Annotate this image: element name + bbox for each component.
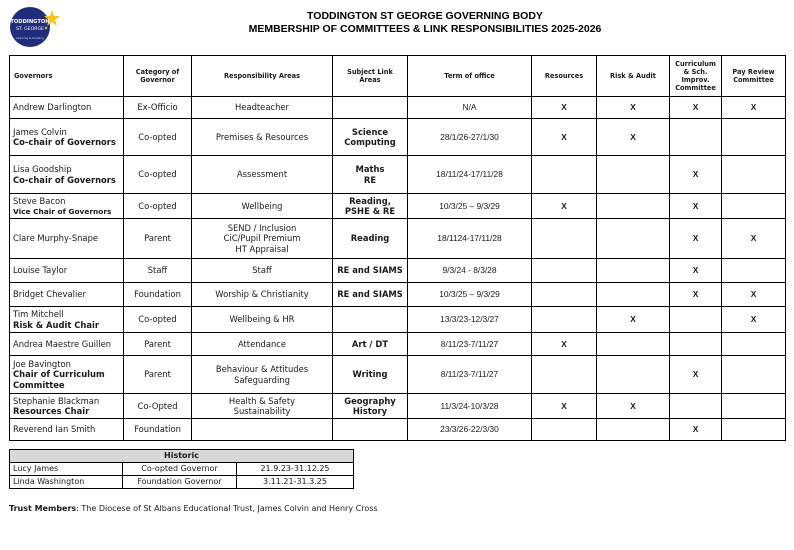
- responsibility-cell: [192, 419, 333, 441]
- pay-cell: [722, 194, 786, 219]
- responsibility-cell: Assessment: [192, 156, 333, 194]
- resources-cell: X: [532, 119, 597, 156]
- category-cell: Parent: [124, 333, 192, 356]
- subject-link-cell: RE and SIAMS: [333, 283, 408, 307]
- governor-name: Lisa Goodship: [13, 164, 72, 175]
- governor-cell: [10, 307, 124, 333]
- historic-row: [10, 476, 354, 489]
- governor-role: Co-chair of Governors: [13, 174, 116, 185]
- governor-role: Chair of Curriculum Committee: [13, 369, 105, 390]
- curriculum-cell: X: [670, 356, 722, 394]
- governor-name: Tim Mitchell: [13, 309, 64, 320]
- governor-role: Vice Chair of Governors: [13, 206, 112, 216]
- category-cell: Foundation: [124, 419, 192, 441]
- category-cell: Co-opted: [124, 119, 192, 156]
- responsibility-cell: Worship & Christianity: [192, 283, 333, 307]
- historic-row: [10, 463, 354, 476]
- risk-cell: X: [597, 119, 670, 156]
- risk-cell: [597, 333, 670, 356]
- risk-cell: [597, 356, 670, 394]
- curriculum-cell: X: [670, 156, 722, 194]
- subject-link-cell: Art / DT: [333, 333, 408, 356]
- subject-link-cell: [333, 419, 408, 441]
- resources-cell: [532, 419, 597, 441]
- governor-name: Louise Taylor: [13, 265, 68, 276]
- curriculum-cell: [670, 119, 722, 156]
- governor-cell: [10, 97, 124, 119]
- resources-cell: [532, 283, 597, 307]
- risk-cell: X: [597, 97, 670, 119]
- term-cell: 10/3/25 – 9/3/29: [408, 194, 532, 219]
- membership-table: [9, 55, 786, 441]
- term-cell: 8/11/23-7/11/27: [408, 356, 532, 394]
- table-row: [10, 97, 786, 119]
- pay-cell: X: [722, 97, 786, 119]
- curriculum-cell: X: [670, 419, 722, 441]
- governor-cell: [10, 419, 124, 441]
- resources-cell: X: [532, 333, 597, 356]
- table-row: [10, 194, 786, 219]
- table-row: [10, 259, 786, 283]
- historic-name: Lucy James: [10, 463, 123, 476]
- governor-cell: [10, 356, 124, 394]
- risk-cell: [597, 219, 670, 259]
- resources-cell: [532, 156, 597, 194]
- governor-cell: [10, 394, 124, 419]
- resources-cell: [532, 307, 597, 333]
- subject-link-cell: Geography History: [333, 394, 408, 419]
- page-subtitle: MEMBERSHIP OF COMMITTEES & LINK RESPONSIBILITIES 2025-2026: [248, 23, 602, 35]
- column-header: Responsibility Areas: [192, 56, 333, 97]
- responsibility-cell: Behaviour & Attitudes Safeguarding: [192, 356, 333, 394]
- curriculum-cell: [670, 333, 722, 356]
- category-cell: Co-opted: [124, 307, 192, 333]
- responsibility-cell: Premises & Resources: [192, 119, 333, 156]
- subject-link-cell: Writing: [333, 356, 408, 394]
- curriculum-cell: X: [670, 283, 722, 307]
- governor-cell: [10, 156, 124, 194]
- governor-name: Andrew Darlington: [13, 102, 92, 113]
- column-header: Curriculum & Sch. Improv. Committee: [670, 56, 722, 97]
- table-row: [10, 219, 786, 259]
- category-cell: Ex-Officio: [124, 97, 192, 119]
- curriculum-cell: X: [670, 219, 722, 259]
- table-row: [10, 119, 786, 156]
- governor-role: Risk & Audit Chair: [13, 319, 99, 330]
- term-cell: 10/3/25 – 9/3/29: [408, 283, 532, 307]
- governor-name: Clare Murphy-Snape: [13, 233, 99, 244]
- risk-cell: [597, 283, 670, 307]
- pay-cell: [722, 259, 786, 283]
- curriculum-cell: [670, 307, 722, 333]
- governor-name: Reverend Ian Smith: [13, 424, 96, 435]
- governor-cell: [10, 219, 124, 259]
- pay-cell: [722, 156, 786, 194]
- historic-name: Linda Washington: [10, 476, 123, 489]
- governor-cell: [10, 194, 124, 219]
- table-header-row: [10, 56, 786, 97]
- table-row: [10, 356, 786, 394]
- resources-cell: X: [532, 97, 597, 119]
- risk-cell: [597, 194, 670, 219]
- pay-cell: [722, 333, 786, 356]
- resources-cell: [532, 219, 597, 259]
- risk-cell: [597, 259, 670, 283]
- responsibility-cell: Headteacher: [192, 97, 333, 119]
- category-cell: Co-opted: [124, 194, 192, 219]
- subject-link-cell: RE and SIAMS: [333, 259, 408, 283]
- historic-title: Historic: [10, 450, 354, 463]
- term-cell: 28/1/26-27/1/30: [408, 119, 532, 156]
- term-cell: N/A: [408, 97, 532, 119]
- historic-category: Foundation Governor: [123, 476, 237, 489]
- pay-cell: X: [722, 219, 786, 259]
- column-header: Pay Review Committee: [722, 56, 786, 97]
- term-cell: 18/1124-17/11/28: [408, 219, 532, 259]
- governor-name: Bridget Chevalier: [13, 289, 86, 300]
- logo-tagline: Learning & Growing: [16, 36, 44, 40]
- subject-link-cell: Reading, PSHE & RE: [333, 194, 408, 219]
- resources-cell: [532, 259, 597, 283]
- logo-text-1: TODDINGTON: [10, 19, 50, 25]
- pay-cell: [722, 394, 786, 419]
- pay-cell: [722, 356, 786, 394]
- table-row: [10, 156, 786, 194]
- governor-name: Stephanie Blackman: [13, 395, 100, 406]
- category-cell: Foundation: [124, 283, 192, 307]
- resources-cell: X: [532, 194, 597, 219]
- term-cell: 11/3/24-10/3/28: [408, 394, 532, 419]
- historic-term: 21.9.23-31.12.25: [237, 463, 354, 476]
- governor-name: James Colvin: [13, 126, 67, 137]
- governor-role: Co-chair of Governors: [13, 137, 116, 147]
- pay-cell: X: [722, 283, 786, 307]
- risk-cell: [597, 419, 670, 441]
- term-cell: 8/11/23-7/11/27: [408, 333, 532, 356]
- subject-link-cell: Maths RE: [333, 156, 408, 194]
- historic-table: [9, 449, 354, 489]
- subject-link-cell: Science Computing: [333, 119, 408, 156]
- table-row: [10, 394, 786, 419]
- governor-cell: [10, 333, 124, 356]
- historic-category: Co-opted Governor: [123, 463, 237, 476]
- responsibility-cell: Wellbeing: [192, 194, 333, 219]
- trust-members-label: Trust Members: [9, 504, 77, 513]
- governor-name: Steve Bacon: [13, 196, 66, 207]
- column-header: Risk & Audit: [597, 56, 670, 97]
- column-header: Resources: [532, 56, 597, 97]
- curriculum-cell: [670, 394, 722, 419]
- curriculum-cell: X: [670, 194, 722, 219]
- pay-cell: X: [722, 307, 786, 333]
- subject-link-cell: [333, 97, 408, 119]
- resources-cell: X: [532, 394, 597, 419]
- responsibility-cell: Wellbeing & HR: [192, 307, 333, 333]
- column-header: Governors: [10, 56, 124, 97]
- pay-cell: [722, 119, 786, 156]
- governor-role: Resources Chair: [13, 406, 90, 416]
- category-cell: Co-opted: [124, 156, 192, 194]
- responsibility-cell: SEND / Inclusion CiC/Pupil Premium HT Appraisal: [192, 219, 333, 259]
- curriculum-cell: X: [670, 259, 722, 283]
- table-row: [10, 307, 786, 333]
- term-cell: 13/3/23-12/3/27: [408, 307, 532, 333]
- column-header: Category of Governor: [124, 56, 192, 97]
- governor-cell: [10, 119, 124, 156]
- responsibility-cell: Attendance: [192, 333, 333, 356]
- term-cell: 18/11/24-17/11/28: [408, 156, 532, 194]
- subject-link-cell: Reading: [333, 219, 408, 259]
- responsibility-cell: Health & Safety Sustainability: [192, 394, 333, 419]
- curriculum-cell: X: [670, 97, 722, 119]
- category-cell: Parent: [124, 356, 192, 394]
- table-row: [10, 419, 786, 441]
- page-title: TODDINGTON ST GEORGE GOVERNING BODY: [307, 10, 543, 22]
- risk-cell: X: [597, 394, 670, 419]
- risk-cell: X: [597, 307, 670, 333]
- governor-name: Andrea Maestre Guillen: [13, 338, 112, 349]
- responsibility-cell: Staff: [192, 259, 333, 283]
- governor-cell: [10, 283, 124, 307]
- category-cell: Parent: [124, 219, 192, 259]
- resources-cell: [532, 356, 597, 394]
- table-row: [10, 283, 786, 307]
- trust-members-text: : The Diocese of St Albans Educational Trust, James Colvin and Henry Cross: [76, 504, 378, 513]
- category-cell: Co-Opted: [124, 394, 192, 419]
- historic-term: 3.11.21-31.3.25: [237, 476, 354, 489]
- pay-cell: [722, 419, 786, 441]
- table-row: [10, 333, 786, 356]
- logo-text-2: ST. GEORGE: [16, 27, 44, 32]
- governor-cell: [10, 259, 124, 283]
- trust-members: [9, 504, 378, 513]
- subject-link-cell: [333, 307, 408, 333]
- term-cell: 9/3/24 - 8/3/28: [408, 259, 532, 283]
- risk-cell: [597, 156, 670, 194]
- category-cell: Staff: [124, 259, 192, 283]
- column-header: Subject Link Areas: [333, 56, 408, 97]
- term-cell: 23/3/26-22/3/30: [408, 419, 532, 441]
- column-header: Term of office: [408, 56, 532, 97]
- governor-name: Joe Bavington: [13, 359, 71, 370]
